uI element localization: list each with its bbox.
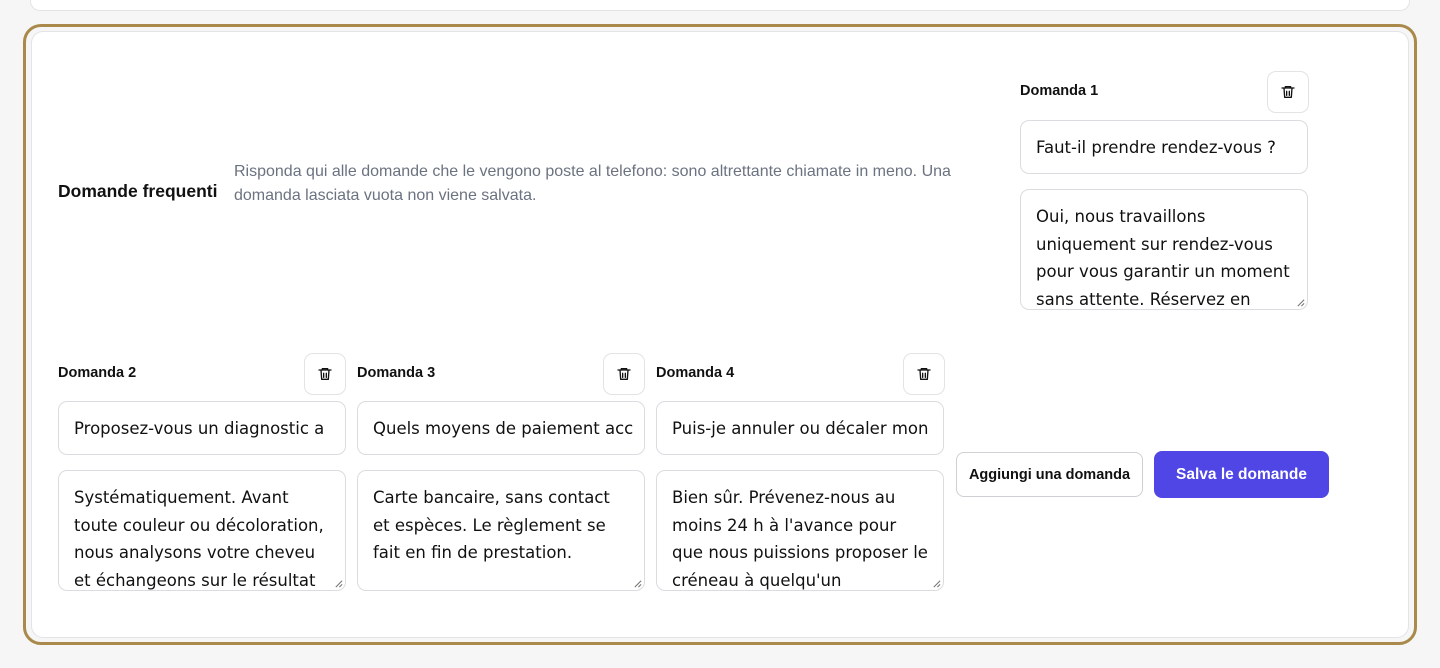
section-description: Risponda qui alle domande che le vengono poste al telefono: sono altrettante chiamate in meno. Una domanda lasciata vuota non viene salvata. <box>234 163 951 204</box>
resize-handle-icon[interactable] <box>932 579 941 588</box>
faq-3-question-input[interactable]: Quels moyens de paiement acc <box>357 401 645 455</box>
resize-handle-icon[interactable] <box>1296 298 1305 307</box>
resize-handle-icon[interactable] <box>334 579 343 588</box>
faq-2-label: Domanda 2 <box>58 365 137 381</box>
faq-1-delete-button[interactable] <box>1267 71 1309 113</box>
faq-4-question-input[interactable]: Puis-je annuler ou décaler mon <box>656 401 944 455</box>
faq-3-label: Domanda 3 <box>357 365 436 381</box>
save-questions-button[interactable]: Salva le domande <box>1154 451 1329 498</box>
faq-4-delete-button[interactable] <box>903 353 945 395</box>
faq-1-label: Domanda 1 <box>1020 83 1099 99</box>
previous-card <box>30 0 1410 11</box>
faq-2-answer-text: Systématiquement. Avant toute couleur ou décoloration, nous analysons votre cheveu et échangeons sur le résultat <box>74 488 324 590</box>
resize-handle-icon[interactable] <box>633 579 642 588</box>
trash-icon <box>317 366 333 382</box>
faq-4-answer-text: Bien sûr. Prévenez-nous au moins 24 h à l'avance pour que nous puissions proposer le créneau à quelqu'un <box>672 488 928 590</box>
faq-1-question-input[interactable]: Faut-il prendre rendez-vous ? <box>1020 120 1308 174</box>
trash-icon <box>1280 84 1296 100</box>
section-title: Domande frequenti <box>58 181 218 201</box>
add-question-button[interactable]: Aggiungi una domanda <box>956 452 1143 497</box>
trash-icon <box>916 366 932 382</box>
faq-4-label: Domanda 4 <box>656 365 735 381</box>
faq-3-answer-text: Carte bancaire, sans contact et espèces. Le règlement se fait en fin de prestation. <box>373 488 610 562</box>
faq-3-delete-button[interactable] <box>603 353 645 395</box>
faq-2-answer-textarea[interactable] <box>58 470 346 591</box>
faq-4-answer-textarea[interactable] <box>656 470 944 591</box>
trash-icon <box>616 366 632 382</box>
faq-1-answer-textarea[interactable] <box>1020 189 1308 310</box>
faq-1-answer-text: Oui, nous travaillons uniquement sur rendez-vous pour vous garantir un moment sans attente. Réservez en <box>1036 207 1290 309</box>
faq-3-answer-textarea[interactable] <box>357 470 645 591</box>
faq-2-question-input[interactable]: Proposez-vous un diagnostic a <box>58 401 346 455</box>
faq-2-delete-button[interactable] <box>304 353 346 395</box>
